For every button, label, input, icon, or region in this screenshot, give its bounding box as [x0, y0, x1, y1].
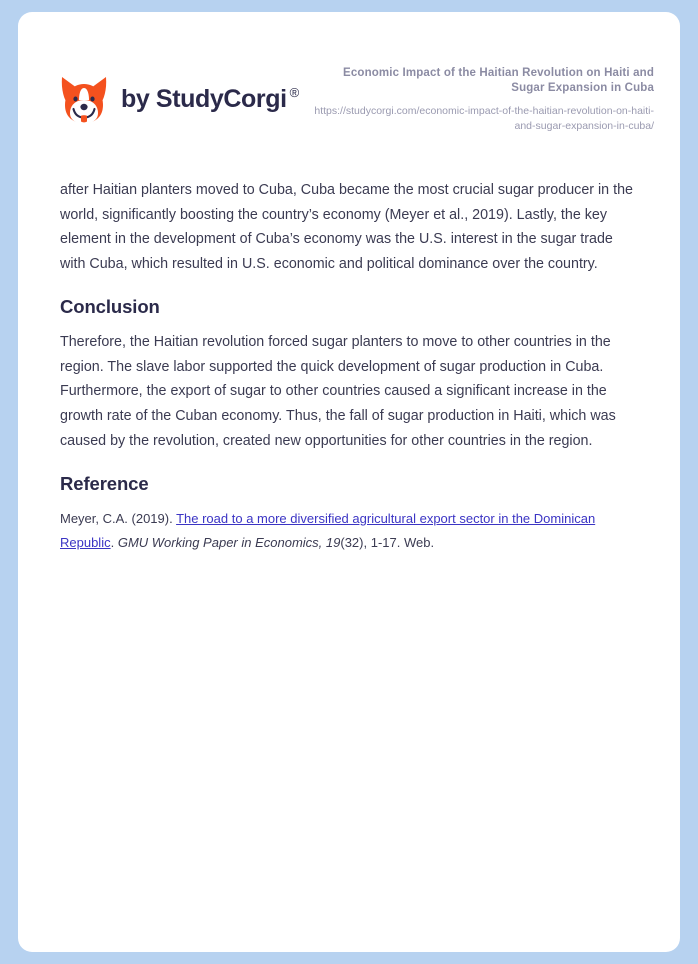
reference-issue-pages: (32), 1-17. Web.: [340, 535, 435, 551]
reference-link-suffix: .: [110, 535, 118, 551]
heading-reference: Reference: [60, 473, 149, 495]
header-meta: [309, 60, 654, 134]
reference-author-year: Meyer, C.A. (2019).: [60, 511, 177, 527]
paragraph-conclusion: Therefore, the Haitian revolution forced sugar planters to move to other countries in the region. The slave labor supported the quick development of sugar production in Cuba. Furthermore, the export of sugar to other countries caused a significant increase in the growth rate of the Cuban economy. Thus, the fall of sugar production in Haiti, which was caused by the revolution, created new opportunities for other countries in the region.: [60, 334, 616, 449]
document-page-card: [18, 12, 680, 952]
registered-trademark-icon: ®: [289, 85, 299, 101]
paragraph-continuation: after Haitian planters moved to Cuba, Cuba became the most crucial sugar producer in the world, significantly boosting the country’s economy (Meyer et al., 2019). Lastly, the key element in the development of Cuba’s economy was the U.S. interest in the sugar trade with Cuba, which resulted in U.S. economic and political dominance over the country.: [60, 182, 633, 272]
brand-logo-group: [60, 60, 299, 124]
document-title: Economic Impact of the Haitian Revolution on Haiti and Sugar Expansion in Cuba: [343, 67, 654, 94]
reference-volume: 19: [325, 535, 341, 551]
document-url[interactable]: https://studycorgi.com/economic-impact-of-the-haitian-revolution-on-haiti-and-sugar-expansion-in-cuba/: [314, 105, 654, 133]
heading-conclusion: Conclusion: [60, 296, 160, 318]
document-header: [18, 12, 680, 134]
corgi-face-logo-icon: [60, 74, 108, 124]
reference-journal: GMU Working Paper in Economics,: [117, 535, 326, 551]
reference-entry: [60, 507, 637, 555]
document-body: [18, 178, 680, 555]
reference-link[interactable]: The road to a more diversified agricultural export sector in the Dominican Republic: [60, 511, 596, 551]
brand-name-text: by StudyCorgi: [121, 84, 287, 113]
brand-name: [121, 85, 299, 114]
